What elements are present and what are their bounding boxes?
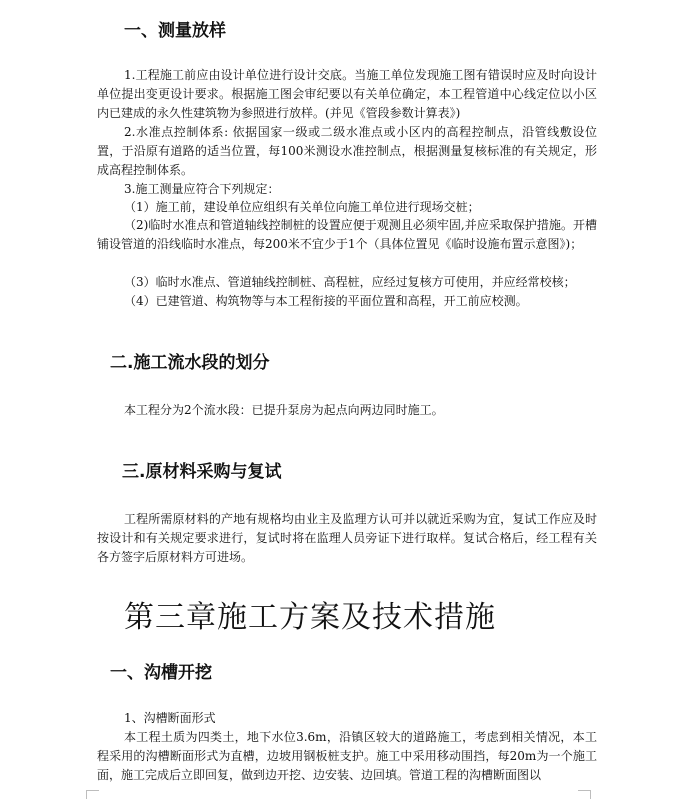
paragraph-survey-3-3: （3）临时水准点、管道轴线控制桩、高程桩，应经过复核方可使用，并应经常校核； [124,275,576,289]
paragraph-flow-segments: 本工程分为2个流水段：已提升泵房为起点向两边同时施工。 [124,403,444,417]
section-heading-trench-excavation: 一、沟槽开挖 [110,663,212,683]
section-heading-flow-segments: 二.施工流水段的划分 [110,353,270,373]
paragraph-trench-subheading: 1、沟槽断面形式 [124,711,216,725]
paragraph-survey-2: 2.水准点控制体系: 依据国家一级或二级水准点或小区内的高程控制点，沿管线敷设位置，于沿原有道路的适当位置，每100米测设水准控制点，根据测量复核标准的有关规定，形成高程控制体系。 [97,125,597,177]
paragraph-survey-3-2: （2)临时水准点和管道轴线控制桩的设置应便于观测且必须牢固,并应采取保护措施。开槽铺设管道的沿线临时水准点，每200米不宜少于1个（具体位置见《临时设施布置示意图》)； [97,218,597,251]
section-heading-materials: 三.原材料采购与复试 [122,462,282,482]
margin-corner-mark-left [86,790,99,799]
margin-corner-mark-right [578,790,591,799]
paragraph-trench-body: 本工程土质为四类土，地下水位3.6m，沿镇区较大的道路施工，考虑到相关情况，本工程采用的沟槽断面形式为直槽，边坡用钢板桩支护。施工中采用移动围挡，每20m为一个施工面，施工完成后立即回复，做到边开挖、边安装、边回填。管道工程的沟槽断面图以 [97,730,597,782]
chapter-title: 第三章施工方案及技术措施 [124,600,496,635]
paragraph-survey-1: 1.工程施工前应由设计单位进行设计交底。当施工单位发现施工图有错误时应及时向设计单位提出变更设计要求。根据施工图会审纪要以有关单位确定，本工程管道中心线定位以小区内已建成的永久性建筑物为参照进行放样。(并见《管段参数计算表》) [97,68,597,120]
paragraph-survey-3-4: （4）已建管道、构筑物等与本工程衔接的平面位置和高程，开工前应校测。 [124,294,528,308]
paragraph-survey-3: 3.施工测量应符合下列规定： [124,182,280,196]
paragraph-materials: 工程所需原材料的产地有规格均由业主及监理方认可并以就近采购为宜，复试工作应及时按设计和有关规定要求进行，复试时将在监理人员旁证下进行取样。复试合格后，经工程有关各方签字后原材料方可进场。 [97,512,597,564]
section-heading-survey: 一、测量放样 [124,21,226,41]
paragraph-survey-3-1: （1）施工前，建设单位应组织有关单位向施工单位进行现场交桩； [124,200,480,214]
